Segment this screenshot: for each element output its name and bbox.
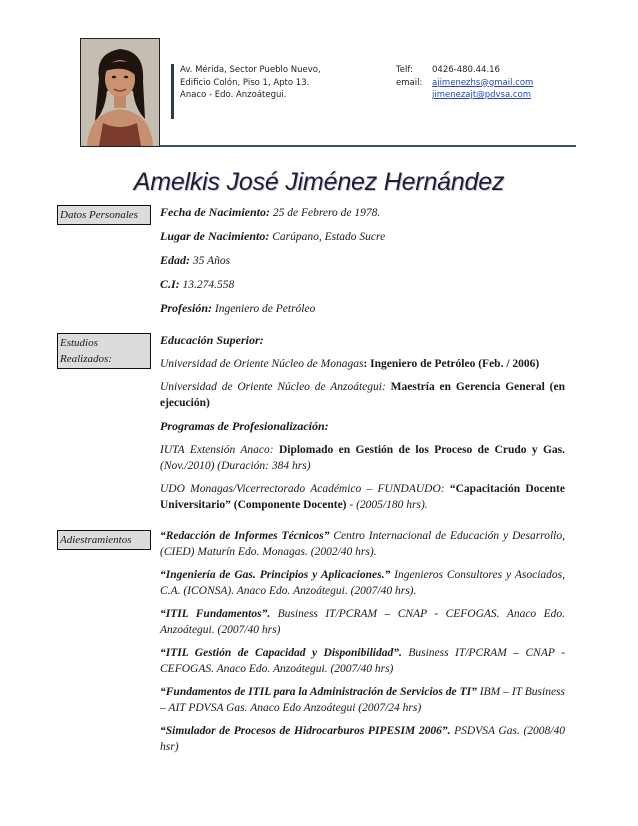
portrait-image <box>81 39 159 146</box>
candidate-name: Amelkis José Jiménez Hernández <box>133 168 505 196</box>
program-detail: (Nov./2010) (Duración: 384 hrs) <box>160 460 311 472</box>
program-detail: - (2005/180 hrs). <box>349 499 428 511</box>
address-line: Anaco - Edo. Anzoátegui. <box>180 90 287 100</box>
email-link-pdvsa[interactable]: jimenezajt@pdvsa.com <box>432 90 532 100</box>
birth-value: 25 de Febrero de 1978. <box>272 207 381 219</box>
training-item <box>160 645 565 677</box>
age-label: Edad: <box>160 253 190 267</box>
address-block <box>180 64 321 102</box>
id-label: C.I: <box>160 277 180 291</box>
header-rule <box>160 145 576 147</box>
training-item <box>160 723 565 755</box>
section-label-personal: Datos Personales <box>57 205 151 225</box>
study-institution: Universidad de Oriente Núcleo de Monagas <box>160 358 364 370</box>
training-detail: Ingenieros Consultores y Asociados, C.A. (ICONSA). Anaco Edo. Anzoátegui. (2007/40 hrs). <box>160 569 566 597</box>
program-institution: UDO Monagas/Vicerrectorado Académico – FUNDAUDO: <box>160 483 445 495</box>
phone-label: Telf: <box>396 65 413 75</box>
training-detail: Centro Internacional de Educación y Desarrollo, (CIED) Maturín Edo. Monagas. (2002/40 hrs). <box>160 530 565 558</box>
training-title: “Ingeniería de Gas. Principios y Aplicaciones.” <box>160 569 391 581</box>
training-title: “Simulador de Procesos de Hidrocarburos PIPESIM 2006”. <box>160 725 451 737</box>
training-detail: Business IT/PCRAM – CNAP - CEFOGAS. Anaco Edo. Anzoátegui. (2007/40 hrs) <box>160 608 566 636</box>
profile-photo <box>80 38 160 147</box>
address-line: Edificio Colón, Piso 1, Apto 13. <box>180 77 310 88</box>
birthplace-label: Lugar de Nacimiento: <box>160 229 270 243</box>
age-value: 35 Años <box>192 255 231 267</box>
program-title: “Capacitación Docente Universitario” (Componente Docente) <box>160 483 565 511</box>
training-block <box>160 528 565 755</box>
study-institution: Universidad de Oriente Núcleo de Anzoátegui: <box>160 381 386 393</box>
phone-number: 0426-480.44.16 <box>432 65 500 75</box>
email-link-gmail[interactable]: ajimenezhs@gmail.com <box>432 77 534 88</box>
training-title: “ITIL Gestión de Capacidad y Disponibilidad”. <box>160 647 402 659</box>
program-title: Diplomado en Gestión de los Proceso de Crudo y Gas. <box>278 444 566 456</box>
higher-education-heading: Educación Superior: <box>160 333 264 347</box>
professional-programs-heading: Programas de Profesionalización: <box>160 419 329 433</box>
training-detail: IBM – IT Business – AIT PDVSA Gas. Anaco Edo Anzoátegui (2007/24 hrs) <box>160 686 566 714</box>
program-institution: IUTA Extensión Anaco: <box>160 444 274 456</box>
email-label: email: <box>396 77 423 88</box>
training-item <box>160 567 565 599</box>
training-item <box>160 606 565 638</box>
training-item <box>160 528 565 560</box>
profession-value: Ingeniero de Petróleo <box>214 303 316 315</box>
section-label-studies: Estudios Realizados: <box>57 333 151 369</box>
profession-label: Profesión: <box>160 301 212 315</box>
birth-label: Fecha de Nacimiento: <box>160 205 270 219</box>
header-divider <box>171 64 174 119</box>
training-item <box>160 684 565 716</box>
training-detail: Business IT/PCRAM – CNAP - CEFOGAS. Anaco Edo. Anzoátegui. (2007/40 hrs) <box>160 647 565 675</box>
training-title: “Redacción de Informes Técnicos” <box>160 530 330 542</box>
studies-block <box>160 332 565 513</box>
personal-data <box>160 204 565 324</box>
section-label-training: Adiestramientos <box>57 530 151 550</box>
training-title: “Fundamentos de ITIL para la Administración de Servicios de TI” <box>160 686 477 698</box>
id-value: 13.274.558 <box>182 279 235 291</box>
training-detail: PSDVSA Gas. (2008/40 hsr) <box>160 725 565 753</box>
contact-block <box>396 64 533 102</box>
training-title: “ITIL Fundamentos”. <box>160 608 271 620</box>
address-line: Av. Mérida, Sector Pueblo Nuevo, <box>180 65 321 75</box>
study-degree: : Ingeniero de Petróleo (Feb. / 2006) <box>363 358 540 370</box>
study-degree: Maestría en Gerencia General (en ejecución) <box>160 381 565 409</box>
birthplace-value: Carúpano, Estado Sucre <box>272 231 386 243</box>
